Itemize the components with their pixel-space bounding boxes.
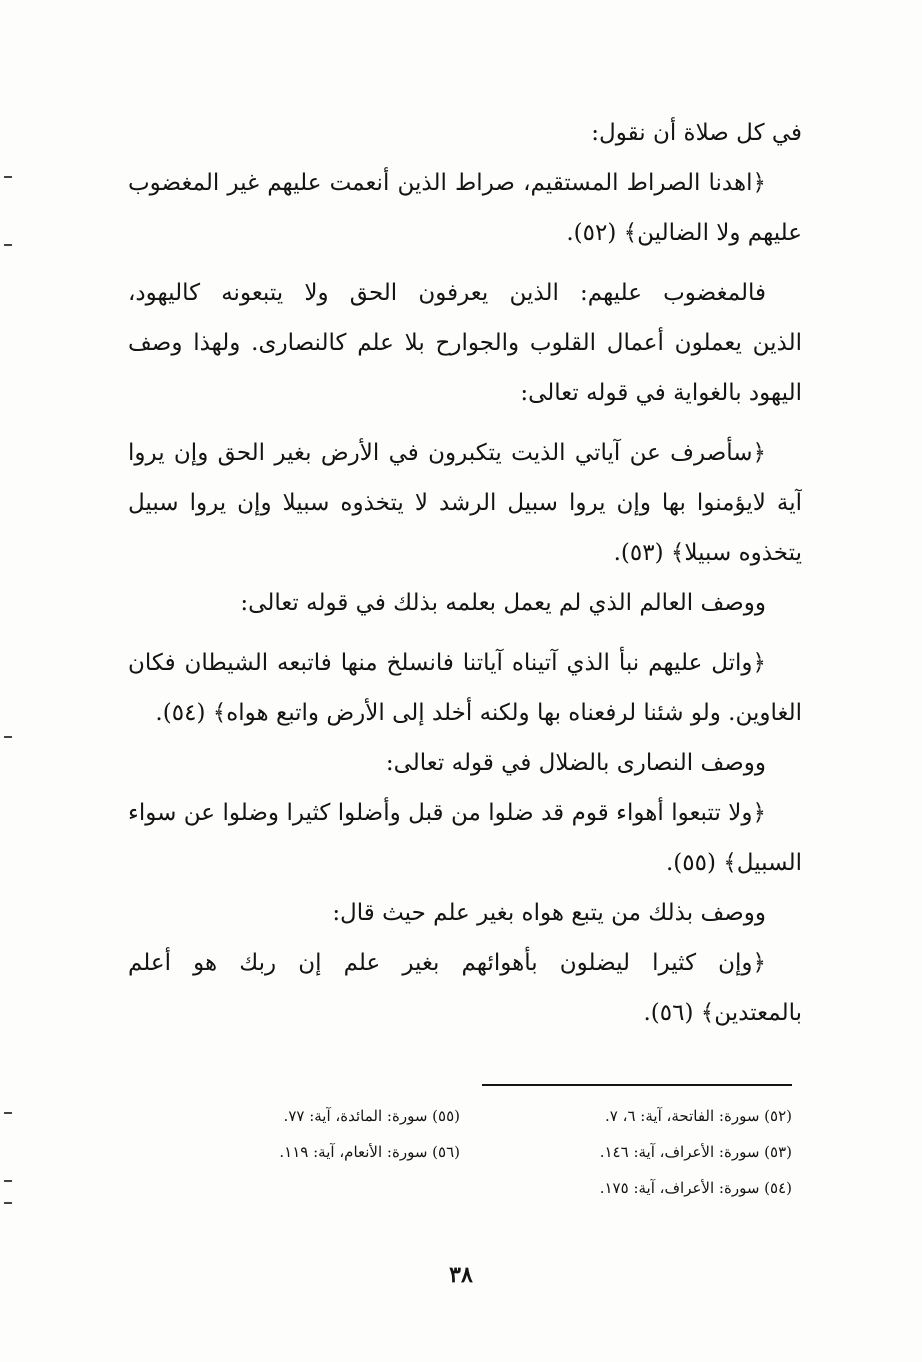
- body-text: [128, 108, 802, 1038]
- quran-verse-line: بالمعتدين﴾ (٥٦).: [643, 1000, 802, 1026]
- quran-verse-line: ﴿سأصرف عن آياتي الذيت يتكبرون في الأرض بغير الحق وإن يروا: [128, 440, 766, 466]
- margin-mark: [4, 736, 12, 738]
- text-line: ووصف النصارى بالضلال في قوله تعالى:: [385, 750, 766, 776]
- footnote-divider: [482, 1084, 792, 1086]
- quran-verse-line: الغاوين. ولو شئنا لرفعناه بها ولكنه أخلد إلى الأرض واتبع هواه﴾ (٥٤).: [155, 700, 802, 726]
- text-line: في كل صلاة أن نقول:: [591, 120, 802, 146]
- footnote: (٥٣) سورة: الأعراف، آية: ١٤٦.: [599, 1143, 792, 1161]
- footnote: (٥٤) سورة: الأعراف، آية: ١٧٥.: [599, 1179, 792, 1197]
- quran-verse-line: السبيل﴾ (٥٥).: [666, 850, 802, 876]
- text-line: فالمغضوب عليهم: الذين يعرفون الحق ولا يتبعونه كاليهود،: [128, 280, 766, 306]
- quran-verse-line: آية لايؤمنوا بها وإن يروا سبيل الرشد لا يتخذوه سبيلا وإن يروا سبيل: [128, 490, 802, 516]
- quran-verse-line: يتخذوه سبيلا﴾ (٥٣).: [613, 540, 802, 566]
- text-line: ووصف بذلك من يتبع هواه بغير علم حيث قال:: [332, 900, 766, 926]
- quran-verse-line: عليهم ولا الضالين﴾ (٥٢).: [566, 220, 802, 246]
- margin-mark: [4, 1180, 12, 1182]
- quran-verse-line: ﴿اهدنا الصراط المستقيم، صراط الذين أنعمت عليهم غير المغضوب: [128, 170, 766, 196]
- quran-verse-line: ﴿ولا تتبعوا أهواء قوم قد ضلوا من قبل وأضلوا كثيرا وضلوا عن سواء: [128, 800, 766, 826]
- page-number: ٣٨: [449, 1262, 473, 1288]
- footnotes-column-left: [150, 1098, 460, 1170]
- footnote: (٥٦) سورة: الأنعام، آية: ١١٩.: [279, 1143, 460, 1161]
- text-line: الذين يعملون أعمال القلوب والجوارح بلا علم كالنصارى. ولهذا وصف: [128, 330, 802, 356]
- margin-mark: [4, 1202, 12, 1204]
- margin-mark: [4, 1112, 12, 1114]
- quran-verse-line: ﴿واتل عليهم نبأ الذي آتيناه آياتنا فانسلخ منها فاتبعه الشيطان فكان: [128, 650, 766, 676]
- margin-mark: [4, 244, 12, 246]
- quran-verse-line: ﴿وإن كثيرا ليضلون بأهوائهم بغير علم إن ربك هو أعلم: [128, 950, 766, 976]
- footnote: (٥٢) سورة: الفاتحة، آية: ٦، ٧.: [605, 1107, 792, 1125]
- footnotes-column-right: [500, 1098, 792, 1206]
- margin-mark: [4, 176, 12, 178]
- text-line: ووصف العالم الذي لم يعمل بعلمه بذلك في قوله تعالى:: [240, 590, 766, 616]
- footnote: (٥٥) سورة: المائدة، آية: ٧٧.: [283, 1107, 460, 1125]
- text-line: اليهود بالغواية في قوله تعالى:: [520, 380, 802, 406]
